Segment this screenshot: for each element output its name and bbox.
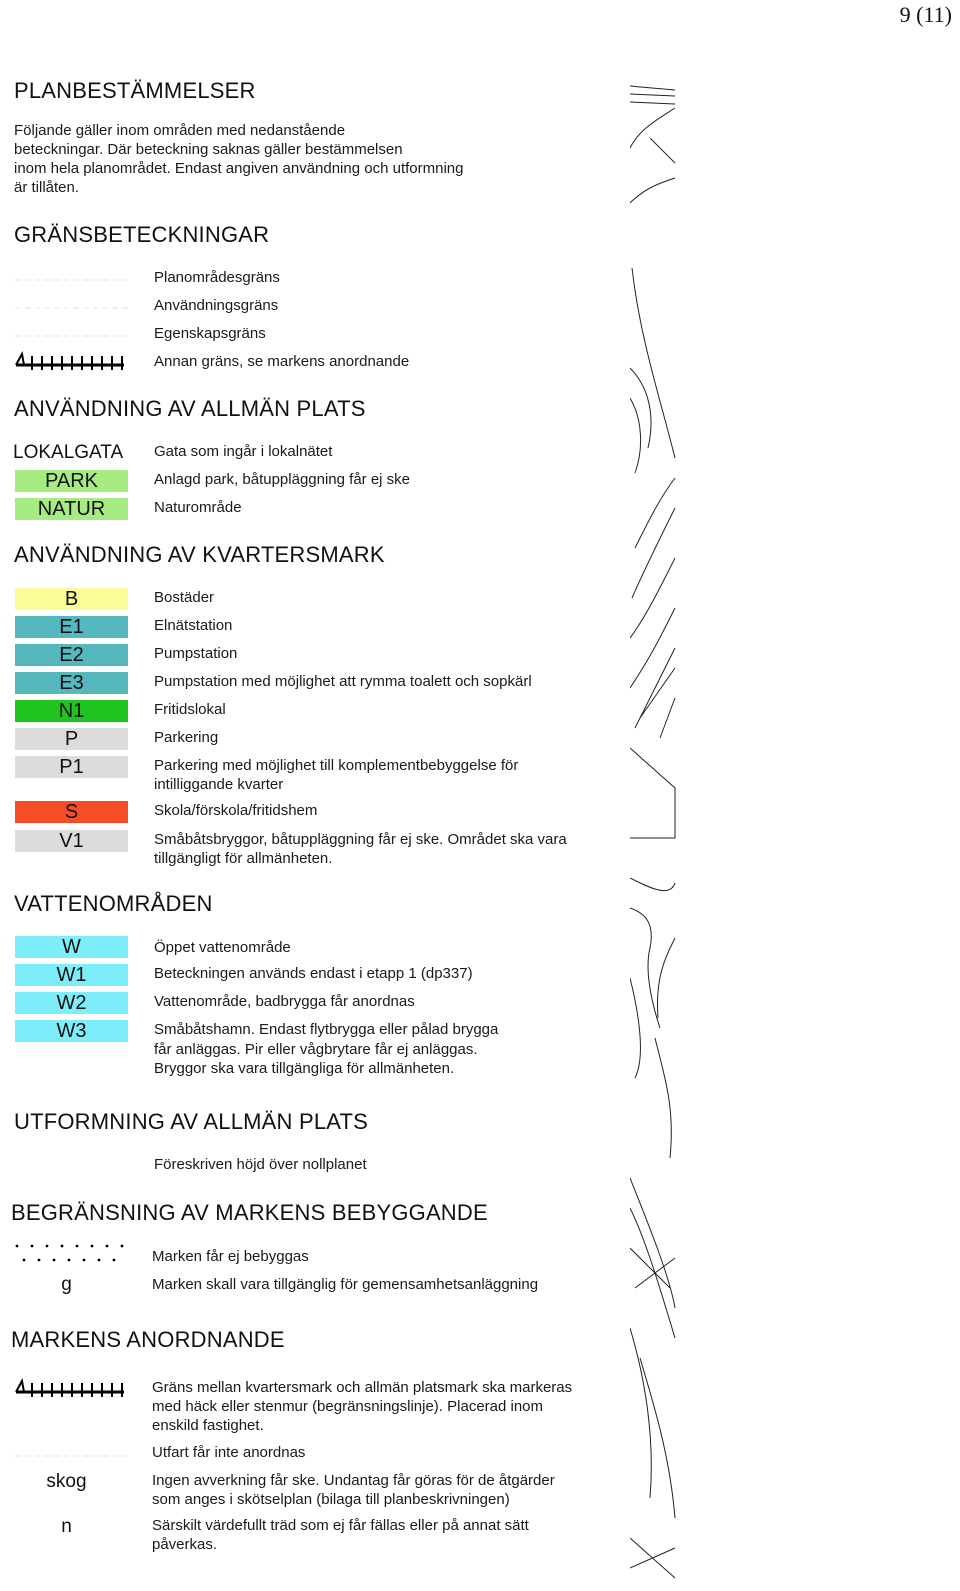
code-g: g — [61, 1274, 72, 1295]
swatch-n1: N1 — [15, 700, 128, 722]
heading-kvartersmark: ANVÄNDNING AV KVARTERSMARK — [14, 542, 385, 567]
intro-line: är tillåten. — [14, 179, 80, 196]
swatch-e2: E2 — [15, 644, 128, 666]
heading-allman-plats: ANVÄNDNING AV ALLMÄN PLATS — [14, 396, 366, 421]
legend-label-planomradesgrans: Planområdesgräns — [154, 269, 280, 286]
desc-natur: Naturområde — [154, 499, 242, 516]
code-skog: skog — [46, 1471, 87, 1492]
desc-n: Särskilt värdefullt träd som ej får fällas eller på annat sätt — [152, 1517, 529, 1534]
desc-e1: Elnätstation — [154, 617, 233, 634]
desc-skog: Ingen avverkning får ske. Undantag får göras för de åtgärder — [152, 1472, 555, 1489]
desc-begransningslinje: Gräns mellan kvartersmark och allmän platsmark ska markeras — [152, 1379, 573, 1396]
swatch-w1: W1 — [15, 964, 128, 986]
heading-planbestammelser: PLANBESTÄMMELSER — [14, 78, 256, 103]
swatch-p1: P1 — [15, 756, 128, 778]
swatch-natur: NATUR — [15, 498, 128, 520]
swatch-w: W — [15, 936, 128, 958]
desc-v1: tillgängligt för allmänheten. — [154, 850, 333, 867]
swatch-w3: W3 — [15, 1020, 128, 1042]
plan-map-fragment — [630, 78, 680, 1583]
desc-e2: Pumpstation — [154, 645, 238, 662]
heading-utformning: UTFORMNING AV ALLMÄN PLATS — [14, 1109, 369, 1134]
desc-p1: Parkering med möjlighet till komplementbebyggelse för — [154, 757, 519, 774]
prickmark-symbol — [14, 1240, 126, 1266]
desc-w2: Vattenområde, badbrygga får anordnas — [154, 993, 415, 1010]
desc-hojd: Föreskriven höjd över nollplanet — [154, 1156, 367, 1173]
desc-n1: Fritidslokal — [154, 701, 226, 718]
desc-w3: får anläggas. Pir eller vågbrytare får ej anläggas. — [154, 1041, 478, 1058]
legend-label-egenskapsgrans: Egenskapsgräns — [154, 325, 266, 342]
desc-lokalgata: Gata som ingår i lokalnätet — [154, 443, 333, 460]
heading-vattenomraden: VATTENOMRÅDEN — [14, 891, 213, 916]
intro-line: Följande gäller inom områden med nedanstående — [14, 122, 346, 139]
intro-line: beteckningar. Där beteckning saknas gäller bestämmelsen — [14, 141, 403, 158]
code-lokalgata: LOKALGATA — [13, 442, 124, 463]
swatch-park: PARK — [15, 470, 128, 492]
desc-park: Anlagd park, båtuppläggning får ej ske — [154, 471, 411, 488]
heading-gransbeteckningar: GRÄNSBETECKNINGAR — [14, 222, 270, 247]
desc-n: påverkas. — [152, 1536, 218, 1553]
swatch-e1: E1 — [15, 616, 128, 638]
desc-prickmark: Marken får ej bebyggas — [152, 1248, 309, 1265]
desc-p: Parkering — [154, 729, 219, 746]
swatch-p: P — [15, 728, 128, 750]
egenskapsgrans-line — [15, 335, 128, 337]
desc-b: Bostäder — [154, 589, 215, 606]
utfartsforbud-line — [15, 1455, 128, 1457]
desc-utfart: Utfart får inte anordnas — [152, 1444, 306, 1461]
desc-skog: som anges i skötselplan (bilaga till planbeskrivningen) — [152, 1491, 510, 1508]
desc-w3: Småbåtshamn. Endast flytbrygga eller pålad brygga — [154, 1021, 499, 1038]
page-number: 9 (11) — [899, 2, 952, 27]
swatch-e3: E3 — [15, 672, 128, 694]
legend-label-annan-grans: Annan gräns, se markens anordnande — [154, 353, 410, 370]
desc-begransningslinje: enskild fastighet. — [152, 1417, 264, 1434]
anvandningsgrans-line — [15, 307, 128, 309]
desc-v1: Småbåtsbryggor, båtuppläggning får ej ske. Området ska vara — [154, 831, 567, 848]
desc-w1: Beteckningen används endast i etapp 1 (dp337) — [154, 965, 473, 982]
hatched-boundary-symbol — [14, 1378, 126, 1398]
swatch-w2: W2 — [15, 992, 128, 1014]
code-n: n — [61, 1516, 72, 1537]
desc-g: Marken skall vara tillgänglig för gemensamhetsanläggning — [152, 1276, 539, 1293]
planomradesgrans-line — [15, 279, 128, 281]
heading-begransning: BEGRÄNSNING AV MARKENS BEBYGGANDE — [11, 1200, 488, 1225]
desc-w3: Bryggor ska vara tillgängliga för allmänheten. — [154, 1060, 455, 1077]
desc-begransningslinje: med häck eller stenmur (begränsningslinje). Placerad inom — [152, 1398, 544, 1415]
desc-w: Öppet vattenområde — [154, 939, 291, 956]
swatch-b: B — [15, 588, 128, 610]
hatched-boundary-symbol — [14, 351, 126, 371]
legend-label-anvandningsgrans: Användningsgräns — [154, 297, 279, 314]
swatch-s: S — [15, 801, 128, 823]
heading-markens-anordnande: MARKENS ANORDNANDE — [11, 1327, 285, 1352]
intro-line: inom hela planområdet. Endast angiven användning och utformning — [14, 160, 464, 177]
swatch-v1: V1 — [15, 830, 128, 852]
desc-e3: Pumpstation med möjlighet att rymma toalett och sopkärl — [154, 673, 532, 690]
desc-p1: intilliggande kvarter — [154, 776, 284, 793]
desc-s: Skola/förskola/fritidshem — [154, 802, 318, 819]
